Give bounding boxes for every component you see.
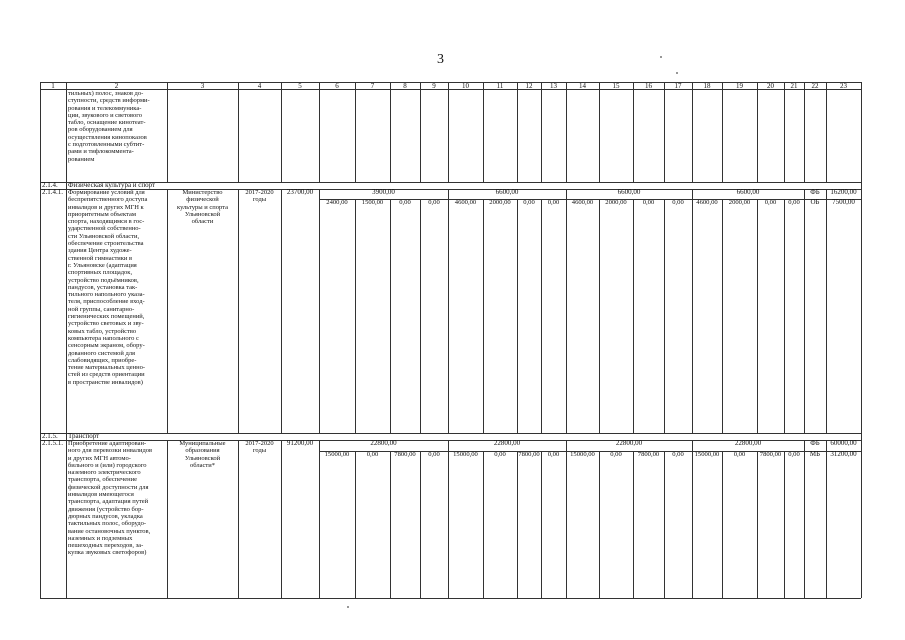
col-header-23: 23 bbox=[840, 81, 847, 90]
value-cell: 0,00 bbox=[428, 199, 440, 206]
grid-line bbox=[167, 82, 168, 182]
value-cell: 0,00 bbox=[788, 451, 800, 458]
year-total: 6600,00 bbox=[617, 188, 641, 196]
scan-speck bbox=[676, 72, 678, 74]
grid-line bbox=[804, 189, 805, 433]
grid-line bbox=[66, 440, 67, 598]
year-total: 6600,00 bbox=[736, 188, 760, 196]
grid-line bbox=[483, 82, 484, 182]
value-cell: 0,00 bbox=[642, 199, 655, 206]
grid-line bbox=[517, 199, 518, 433]
value-cell: 2400,00 bbox=[326, 199, 348, 206]
value-cell: 0,00 bbox=[523, 199, 535, 206]
year-total: 22800,00 bbox=[493, 439, 521, 447]
grid-line bbox=[281, 440, 282, 598]
grid-line bbox=[517, 82, 518, 182]
grid-line bbox=[599, 82, 600, 182]
year-total: 22800,00 bbox=[370, 439, 397, 447]
row-description: Формирование условий для беспрепятственного доступа инвалидов и других МГН к приоритетным объектам спорта, находящимся в гос- ударственной собственно- сти Ульяновской области, обеспечение строительства здания Центра художе- ственной гимнастики в г. Ульяновске (адаптация спортивных площадок, устройство подъёмников, пандусов, установка так- тильного напольного указа- теля, приспособление вход- ной группы, санитарно- гигиенических помещений, устройство световых и зву- ковых табло, устройство компьютера напольного с сенсорным экраном, обору- дованного системой для слабовидящих, приобре- тение материальных ценно- стей из средств ориентации в пространстве инвалидов) bbox=[68, 189, 148, 386]
grid-line bbox=[483, 451, 484, 598]
value-cell: 0,00 bbox=[399, 199, 411, 206]
section-number: 2.1.5. bbox=[42, 432, 58, 440]
section-number: 2.1.4. bbox=[42, 181, 58, 189]
grid-line bbox=[355, 199, 356, 433]
col-header-22: 22 bbox=[811, 81, 819, 90]
grid-line bbox=[355, 82, 356, 182]
executor: Муниципальные образования Ульяновской области* bbox=[179, 440, 226, 469]
col-header-18: 18 bbox=[703, 81, 711, 90]
col-header-3: 3 bbox=[200, 81, 205, 90]
value-cell: 15000,00 bbox=[694, 451, 720, 458]
grid-line bbox=[319, 82, 320, 182]
grid-line bbox=[804, 440, 805, 598]
grid-line bbox=[692, 189, 693, 433]
grid-line bbox=[757, 82, 758, 182]
col-header-16: 16 bbox=[645, 81, 652, 90]
col-header-5: 5 bbox=[298, 81, 302, 90]
grid-line bbox=[319, 189, 320, 433]
grid-line bbox=[319, 440, 320, 598]
year-total: 22800,00 bbox=[734, 439, 762, 447]
year-total: 3900,00 bbox=[372, 188, 395, 196]
grid-line bbox=[66, 189, 67, 433]
value-cell: 2000,00 bbox=[489, 199, 511, 206]
page-number: 3 bbox=[437, 52, 444, 67]
grid-line bbox=[448, 189, 449, 433]
grid-line bbox=[517, 451, 518, 598]
value-cell: 0,00 bbox=[764, 199, 777, 206]
prev-row-description: тильных) полос, знаков до- ступности, средств информи- рования и телекоммуника- ции, звукового и светового табло, оснащение кинотеат- ров оборудованием для осуществления кинопоказов с подготовленными субтит- рами и тифлокоммента- рованием bbox=[68, 90, 150, 163]
col-header-12: 12 bbox=[525, 81, 533, 90]
grid-line bbox=[355, 451, 356, 598]
grid-line bbox=[722, 82, 723, 182]
grid-line bbox=[238, 440, 239, 598]
grid-line bbox=[448, 82, 449, 182]
funding-sum: 7500,00 bbox=[832, 198, 855, 206]
grid-line bbox=[826, 189, 827, 433]
grid-line bbox=[784, 199, 785, 433]
grid-line bbox=[784, 82, 785, 182]
col-header-6: 6 bbox=[335, 81, 339, 90]
col-header-10: 10 bbox=[462, 81, 469, 90]
grid-line bbox=[757, 199, 758, 433]
table-side-border bbox=[40, 82, 41, 598]
grid-line bbox=[784, 451, 785, 598]
col-header-21: 21 bbox=[790, 81, 798, 90]
value-cell: 7800,00 bbox=[394, 451, 416, 458]
row-number: 2.1.4.1. bbox=[42, 188, 63, 196]
grid-line bbox=[826, 440, 827, 598]
funding-source: ФБ bbox=[810, 439, 820, 447]
year-total: 22800,00 bbox=[615, 439, 643, 447]
grid-line bbox=[664, 82, 665, 182]
grid-line bbox=[390, 451, 391, 598]
col-header-9: 9 bbox=[432, 81, 436, 90]
col-header-20: 20 bbox=[767, 81, 774, 90]
value-cell: 0,00 bbox=[547, 451, 560, 458]
funding-sum: 60000,00 bbox=[830, 439, 857, 447]
value-cell: 15000,00 bbox=[570, 451, 595, 458]
grid-line bbox=[420, 451, 421, 598]
value-cell: 7800,00 bbox=[518, 451, 540, 458]
grid-line bbox=[281, 189, 282, 433]
funding-sum: 16200,00 bbox=[830, 188, 857, 196]
value-cell: 0,00 bbox=[672, 451, 684, 458]
col-header-14: 14 bbox=[579, 81, 586, 90]
grid-line bbox=[757, 451, 758, 598]
value-cell: 0,00 bbox=[547, 199, 560, 206]
funding-source: ФБ bbox=[810, 188, 820, 196]
grid-line bbox=[633, 199, 634, 433]
grid-line bbox=[66, 182, 67, 189]
value-cell: 1500,00 bbox=[361, 199, 384, 206]
value-cell: 0,00 bbox=[610, 451, 622, 458]
col-header-13: 13 bbox=[550, 81, 557, 90]
value-cell: 7800,00 bbox=[759, 451, 782, 458]
value-cell: 0,00 bbox=[366, 451, 379, 458]
value-cell: 0,00 bbox=[788, 199, 800, 206]
grid-line bbox=[599, 199, 600, 433]
grid-line bbox=[66, 433, 67, 440]
col-header-4: 4 bbox=[257, 81, 262, 90]
grid-line bbox=[664, 199, 665, 433]
value-cell: 7800,00 bbox=[637, 451, 660, 458]
funding-source: ОБ bbox=[810, 198, 820, 206]
grid-line bbox=[541, 199, 542, 433]
value-cell: 0,00 bbox=[672, 199, 684, 206]
section-line bbox=[40, 182, 861, 183]
value-cell: 0,00 bbox=[733, 451, 746, 458]
grid-line bbox=[722, 199, 723, 433]
grid-line bbox=[566, 440, 567, 598]
grid-line bbox=[633, 82, 634, 182]
executor: Министерство физической культуры и спорта Ульяновской области bbox=[177, 189, 228, 226]
grid-line bbox=[722, 451, 723, 598]
funding-source: МБ bbox=[809, 450, 821, 458]
col-header-19: 19 bbox=[736, 81, 743, 90]
table-bottom-border bbox=[40, 598, 861, 599]
section-title: Транспорт bbox=[68, 432, 100, 440]
col-header-17: 17 bbox=[674, 81, 682, 90]
scan-speck bbox=[347, 606, 349, 608]
grid-line bbox=[541, 82, 542, 182]
value-cell: 4600,00 bbox=[696, 199, 718, 206]
grid-line bbox=[541, 451, 542, 598]
total-amount: 23700,00 bbox=[286, 188, 314, 196]
grid-line bbox=[692, 440, 693, 598]
grid-line bbox=[390, 199, 391, 433]
value-cell: 15000,00 bbox=[324, 451, 350, 458]
col-header-7: 7 bbox=[370, 81, 375, 90]
scan-speck bbox=[660, 56, 662, 58]
grid-line bbox=[633, 451, 634, 598]
row-description: Приобретение адаптирован- ного для перевозки инвалидов и других МГН автомо- бильного и (или) городского наземного электрического транспорта, обеспечение физической доступности для инвалидов имеющегося транспорта, адаптация путей движения (устройство бор- дюрных пандусов, укладка тактильных полос, оборудо- вание остановочных пунктов, наземных и подземных пешеходных переходов, за- купка звуковых светофоров) bbox=[68, 440, 153, 557]
col-header-15: 15 bbox=[612, 81, 620, 90]
grid-line bbox=[599, 451, 600, 598]
section-title: Физическая культура и спорт bbox=[68, 181, 156, 189]
grid-line bbox=[238, 82, 239, 182]
period: 2017-2020 годы bbox=[245, 189, 274, 204]
value-cell: 0,00 bbox=[428, 451, 440, 458]
grid-line bbox=[420, 199, 421, 433]
value-cell: 2000,00 bbox=[728, 199, 751, 206]
col-header-1: 1 bbox=[51, 81, 55, 90]
value-cell: 4600,00 bbox=[571, 199, 594, 206]
value-cell: 15000,00 bbox=[453, 451, 478, 458]
grid-line bbox=[664, 451, 665, 598]
grid-line bbox=[281, 82, 282, 182]
grid-line bbox=[692, 82, 693, 182]
funding-sum: 31200,00 bbox=[830, 450, 857, 458]
grid-line bbox=[483, 199, 484, 433]
section-line bbox=[40, 433, 861, 434]
row-number: 2.1.5.1. bbox=[42, 439, 63, 447]
value-cell: 2000,00 bbox=[605, 199, 627, 206]
period: 2017-2020 годы bbox=[245, 440, 274, 455]
grid-line bbox=[167, 189, 168, 433]
grid-line bbox=[566, 82, 567, 182]
grid-line bbox=[448, 440, 449, 598]
value-cell: 0,00 bbox=[494, 451, 506, 458]
grid-line bbox=[420, 82, 421, 182]
grid-line bbox=[566, 189, 567, 433]
col-header-11: 11 bbox=[496, 81, 504, 90]
total-amount: 91200,00 bbox=[286, 439, 314, 447]
table-side-border bbox=[861, 82, 862, 598]
col-header-8: 8 bbox=[403, 81, 407, 90]
grid-line bbox=[390, 82, 391, 182]
grid-line bbox=[66, 82, 67, 182]
grid-line bbox=[238, 189, 239, 433]
col-header-2: 2 bbox=[114, 81, 119, 90]
grid-line bbox=[826, 82, 827, 182]
grid-line bbox=[804, 82, 805, 182]
year-total: 6600,00 bbox=[495, 188, 519, 196]
value-cell: 4600,00 bbox=[454, 199, 477, 206]
